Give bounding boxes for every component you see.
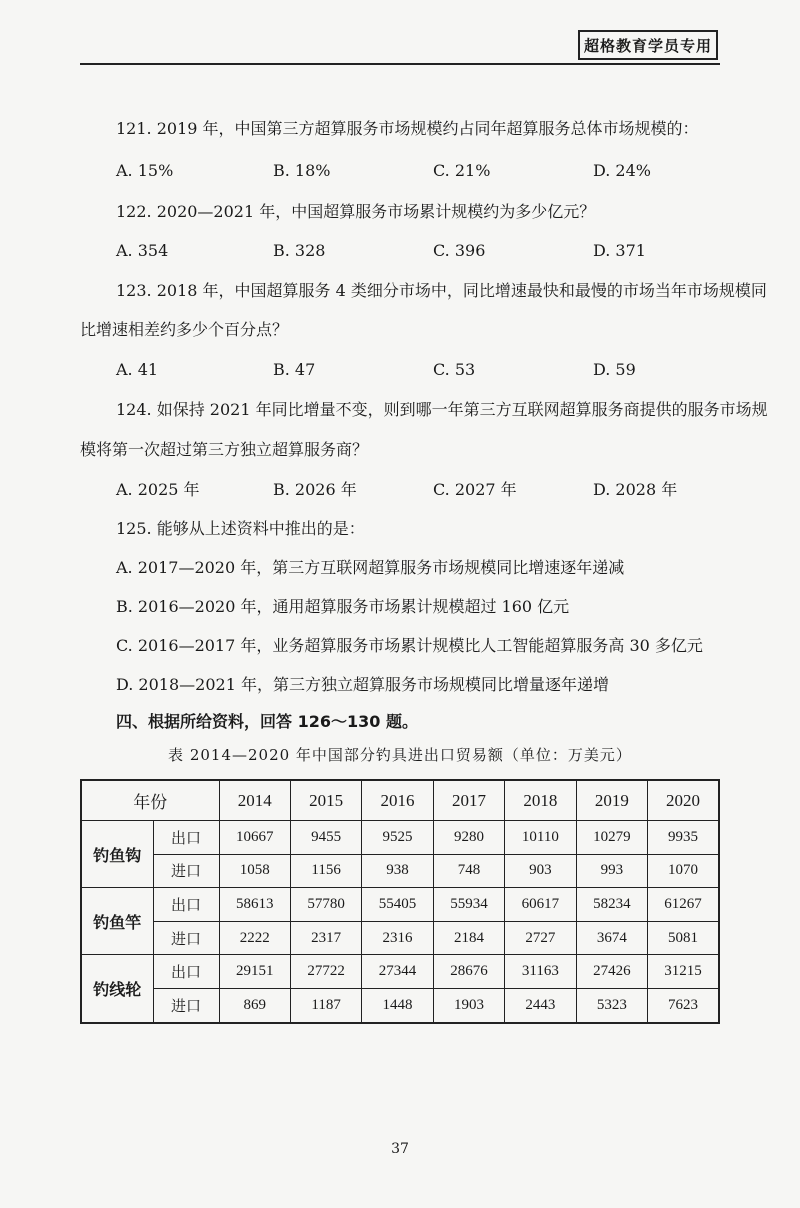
table-cell: 9935	[648, 821, 719, 855]
table-cell: 2184	[433, 921, 504, 955]
table-cell: 938	[362, 854, 433, 888]
table-cell: 2443	[505, 989, 576, 1023]
product-label: 钓线轮	[81, 955, 153, 1023]
export-label: 出口	[153, 888, 219, 922]
year-header-label: 年份	[81, 780, 219, 821]
table-cell: 10279	[576, 821, 647, 855]
q123-option-d: D. 59	[593, 360, 636, 379]
table-cell: 58234	[576, 888, 647, 922]
table-cell: 27722	[290, 955, 361, 989]
header-rule	[80, 63, 720, 65]
table-cell: 7623	[648, 989, 719, 1023]
table-cell: 993	[576, 854, 647, 888]
table-cell: 10110	[505, 821, 576, 855]
table-cell: 1058	[219, 854, 290, 888]
q123-option-b: B. 47	[273, 360, 316, 379]
q124-option-b: B. 2026 年	[273, 480, 357, 499]
table-caption: 表 2014—2020 年中国部分钓具进出口贸易额（单位：万美元）	[168, 746, 632, 764]
q125-option-a: A. 2017—2020 年，第三方互联网超算服务市场规模同比增速逐年递减	[116, 558, 625, 577]
question-123-stem-line1: 123. 2018 年，中国超算服务 4 类细分市场中，同比增速最快和最慢的市场当年市场规模同	[116, 281, 767, 300]
table-row	[81, 821, 719, 855]
year-header: 2015	[290, 780, 361, 821]
q122-option-d: D. 371	[593, 241, 646, 260]
table-cell: 9525	[362, 821, 433, 855]
table-cell: 9280	[433, 821, 504, 855]
table-cell: 2317	[290, 921, 361, 955]
import-label: 进口	[153, 854, 219, 888]
table-cell: 61267	[648, 888, 719, 922]
section-4-title: 四、根据所给资料，回答 126～130 题。	[116, 712, 418, 731]
table-cell: 29151	[219, 955, 290, 989]
table-cell: 27426	[576, 955, 647, 989]
export-label: 出口	[153, 955, 219, 989]
table-cell: 31215	[648, 955, 719, 989]
q122-option-a: A. 354	[116, 241, 169, 260]
table-cell: 5081	[648, 921, 719, 955]
table-cell: 1070	[648, 854, 719, 888]
export-label: 出口	[153, 821, 219, 855]
q124-option-c: C. 2027 年	[433, 480, 517, 499]
table-cell: 10667	[219, 821, 290, 855]
question-124-stem-line2: 模将第一次超过第三方独立超算服务商？	[80, 440, 369, 459]
question-121-stem: 121. 2019 年，中国第三方超算服务市场规模约占同年超算服务总体市场规模的：	[116, 119, 699, 138]
table-header-row	[81, 780, 719, 821]
year-header: 2017	[433, 780, 504, 821]
page-number: 37	[391, 1141, 409, 1157]
q121-option-a: A. 15%	[116, 161, 174, 180]
question-124-stem-line1: 124. 如保持 2021 年同比增量不变，则到哪一年第三方互联网超算服务商提供的服务市场规	[116, 400, 768, 419]
table-cell: 60617	[505, 888, 576, 922]
table-cell: 1448	[362, 989, 433, 1023]
import-label: 进口	[153, 989, 219, 1023]
q121-option-c: C. 21%	[433, 161, 491, 180]
q123-option-c: C. 53	[433, 360, 476, 379]
year-header: 2020	[648, 780, 719, 821]
table-cell: 1903	[433, 989, 504, 1023]
year-header: 2014	[219, 780, 290, 821]
trade-table	[80, 779, 720, 1024]
header-badge: 超格教育学员专用	[578, 30, 718, 60]
q125-option-c: C. 2016—2017 年，业务超算服务市场累计规模比人工智能超算服务高 30 多亿元	[116, 636, 703, 655]
question-123-stem-line2: 比增速相差约多少个百分点？	[80, 320, 289, 339]
question-125-stem: 125. 能够从上述资料中推出的是：	[116, 519, 365, 538]
q124-option-a: A. 2025 年	[116, 480, 200, 499]
q121-option-b: B. 18%	[273, 161, 331, 180]
q125-option-b: B. 2016—2020 年，通用超算服务市场累计规模超过 160 亿元	[116, 597, 570, 616]
question-122-stem: 122. 2020—2021 年，中国超算服务市场累计规模约为多少亿元？	[116, 202, 596, 221]
table-cell: 28676	[433, 955, 504, 989]
q122-option-c: C. 396	[433, 241, 486, 260]
table-cell: 55934	[433, 888, 504, 922]
table-row	[81, 989, 719, 1023]
table-cell: 903	[505, 854, 576, 888]
table-row	[81, 921, 719, 955]
table-cell: 869	[219, 989, 290, 1023]
table-cell: 57780	[290, 888, 361, 922]
table-cell: 5323	[576, 989, 647, 1023]
q125-option-d: D. 2018—2021 年，第三方独立超算服务市场规模同比增量逐年递增	[116, 675, 609, 694]
q124-option-d: D. 2028 年	[593, 480, 678, 499]
year-header: 2018	[505, 780, 576, 821]
table-cell: 1156	[290, 854, 361, 888]
table-cell: 748	[433, 854, 504, 888]
product-label: 钓鱼钩	[81, 821, 153, 888]
table-row	[81, 854, 719, 888]
year-header: 2019	[576, 780, 647, 821]
table-row	[81, 888, 719, 922]
table-cell: 31163	[505, 955, 576, 989]
table-cell: 27344	[362, 955, 433, 989]
q123-option-a: A. 41	[116, 360, 159, 379]
year-header: 2016	[362, 780, 433, 821]
table-row	[81, 955, 719, 989]
table-cell: 2727	[505, 921, 576, 955]
product-label: 钓鱼竿	[81, 888, 153, 955]
q121-option-d: D. 24%	[593, 161, 651, 180]
table-cell: 1187	[290, 989, 361, 1023]
table-cell: 2316	[362, 921, 433, 955]
table-cell: 55405	[362, 888, 433, 922]
table-cell: 3674	[576, 921, 647, 955]
table-cell: 9455	[290, 821, 361, 855]
import-label: 进口	[153, 921, 219, 955]
table-cell: 2222	[219, 921, 290, 955]
table-cell: 58613	[219, 888, 290, 922]
q122-option-b: B. 328	[273, 241, 326, 260]
